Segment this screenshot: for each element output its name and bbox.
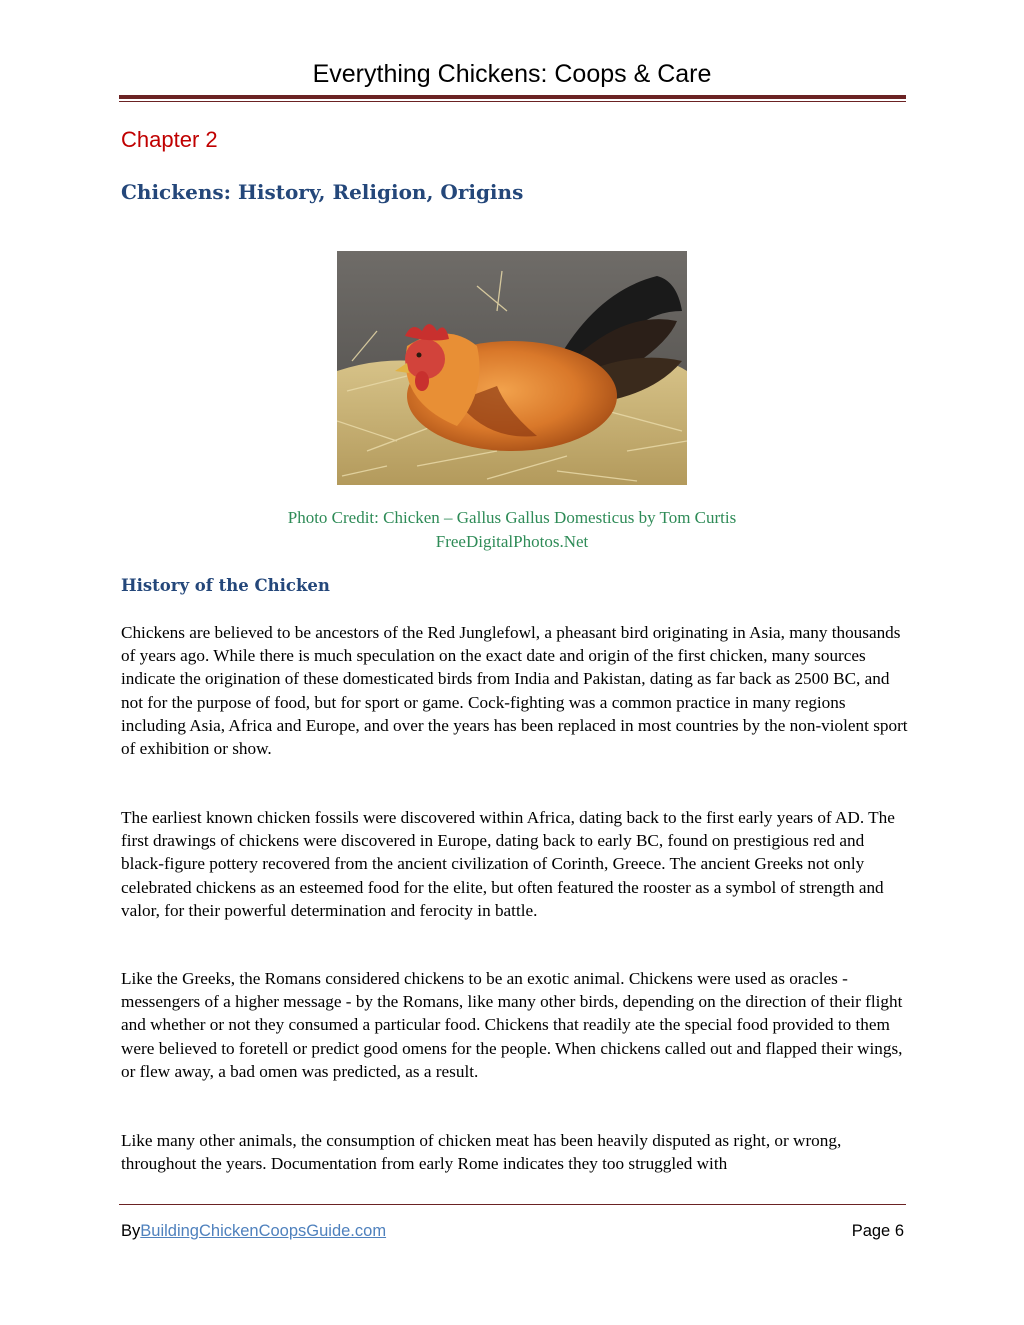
paragraph-3: Like the Greeks, the Romans considered chickens to be an exotic animal. Chickens were used as oracles - messengers of a higher message - by the Romans, like many other birds, depending on the direction of their flight and whether or not they consumed a particular food. Chickens that readily ate the special food provided to them were believed to foretell or predict good omens for the people. When chickens called out and flapped their wings, or flew away, a bad omen was predicted, as a result. <box>121 969 903 1081</box>
rooster-photo <box>337 251 687 485</box>
paragraph-1: Chickens are believed to be ancestors of the Red Junglefowl, a pheasant bird originating in Asia, many thousands of years ago. While there is much speculation on the exact date and origin of the first chicken, many sources indicate the origination of these domesticated birds from India and Pakistan, dating as far back as 2500 BC, and not for the purpose of food, but for sport or game. Cock-fighting was a common practice in many regions including Asia, Africa and Europe, and over the years has been replaced in most countries by the non-violent sport of exhibition or show. <box>121 623 908 759</box>
paragraph-4: Like many other animals, the consumption of chicken meat has been heavily disputed as right, or wrong, throughout the years. Documentation from early Rome indicates they too struggled with <box>121 1131 842 1174</box>
footer-attribution <box>121 1222 386 1241</box>
chapter-label: Chapter 2 <box>121 127 218 152</box>
photo-credit-line-2: FreeDigitalPhotos.Net <box>435 532 589 551</box>
running-header: Everything Chickens: Coops & Care <box>312 60 712 88</box>
paragraph-2: The earliest known chicken fossils were discovered within Africa, dating back to the first early years of AD. The first drawings of chickens were discovered in Europe, dating back to early BC, found on prestigious red and black-figure pottery recovered from the ancient civilization of Corinth, Greece. The ancient Greeks not only celebrated chickens as an esteemed food for the elite, but often featured the rooster as a symbol of strength and valor, for their powerful determination and ferocity in battle. <box>121 808 895 920</box>
footer-website-link[interactable]: BuildingChickenCoopsGuide.com <box>140 1222 387 1240</box>
header-rule-thin <box>119 101 906 102</box>
footer-by-prefix: By <box>121 1222 141 1240</box>
header-rule-thick <box>119 95 906 99</box>
page-number: Page 6 <box>851 1222 904 1240</box>
footer-rule <box>119 1204 906 1205</box>
chapter-title: Chickens: History, Religion, Origins <box>121 180 524 204</box>
photo-credit-line-1: Photo Credit: Chicken – Gallus Gallus Domesticus by Tom Curtis <box>287 508 737 527</box>
section-heading: History of the Chicken <box>121 576 330 595</box>
